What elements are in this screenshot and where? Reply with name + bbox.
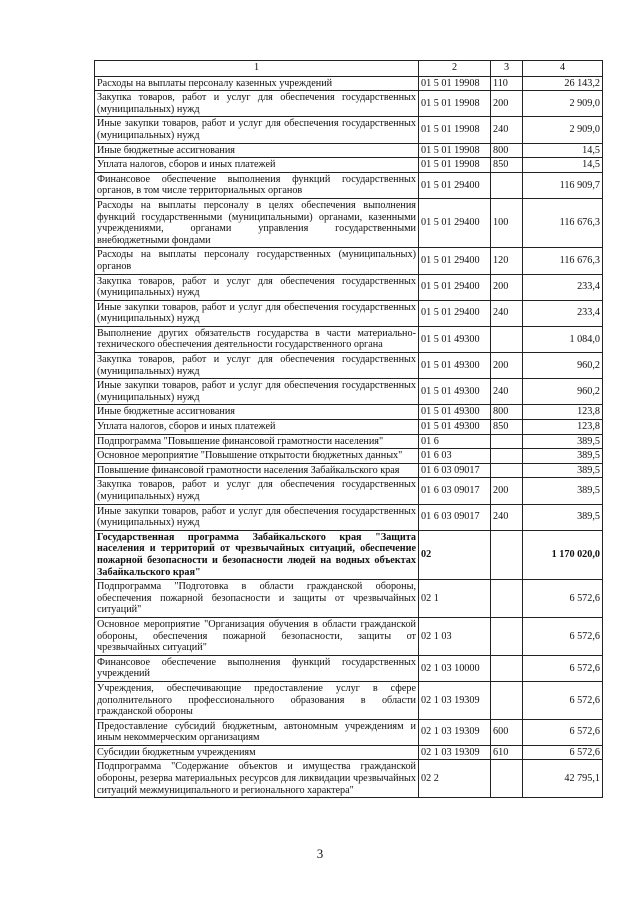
cell-code: 01 6 03 <box>419 449 491 464</box>
cell-name: Подпрограмма "Повышение финансовой грамотности населения" <box>95 434 419 449</box>
table-row <box>95 617 603 655</box>
cell-amount: 42 795,1 <box>523 760 603 798</box>
table-row <box>95 760 603 798</box>
cell-amount: 233,4 <box>523 300 603 326</box>
cell-code: 01 5 01 19908 <box>419 76 491 91</box>
cell-amount: 14,5 <box>523 158 603 173</box>
cell-code: 01 6 03 09017 <box>419 463 491 478</box>
cell-amount: 6 572,6 <box>523 580 603 618</box>
table-row <box>95 117 603 143</box>
cell-code: 02 1 03 10000 <box>419 655 491 681</box>
cell-code: 01 6 <box>419 434 491 449</box>
table-row <box>95 158 603 173</box>
cell-name: Иные закупки товаров, работ и услуг для обеспечения государственных (муниципальных) нужд <box>95 504 419 530</box>
cell-expense-type: 240 <box>491 379 523 405</box>
table-row <box>95 420 603 435</box>
cell-amount: 6 572,6 <box>523 681 603 719</box>
cell-name: Иные бюджетные ассигнования <box>95 405 419 420</box>
cell-code: 01 5 01 29400 <box>419 300 491 326</box>
header-col-type: 3 <box>491 61 523 77</box>
cell-name: Повышение финансовой грамотности населения Забайкальского края <box>95 463 419 478</box>
cell-expense-type <box>491 530 523 579</box>
table-row <box>95 478 603 504</box>
cell-code: 01 5 01 29400 <box>419 198 491 247</box>
cell-amount: 1 170 020,0 <box>523 530 603 579</box>
cell-code: 01 5 01 19908 <box>419 158 491 173</box>
cell-name: Подпрограмма "Содержание объектов и имущества гражданской обороны, резерва материальных ресурсов для ликвидации чрезвычайных ситуаций межмуниципального и регионального характера" <box>95 760 419 798</box>
cell-expense-type: 240 <box>491 117 523 143</box>
cell-code: 01 5 01 49300 <box>419 353 491 379</box>
header-col-name: 1 <box>95 61 419 77</box>
table-row <box>95 719 603 745</box>
table-row <box>95 449 603 464</box>
cell-name: Государственная программа Забайкальского края "Защита населения и территорий от чрезвычайных ситуаций, обеспечение пожарной безопасности и безопасности людей на водных объектах Забайкальского края" <box>95 530 419 579</box>
table-row <box>95 143 603 158</box>
cell-name: Иные закупки товаров, работ и услуг для обеспечения государственных (муниципальных) нужд <box>95 379 419 405</box>
cell-amount: 960,2 <box>523 379 603 405</box>
cell-expense-type <box>491 172 523 198</box>
cell-name: Иные закупки товаров, работ и услуг для обеспечения государственных (муниципальных) нужд <box>95 117 419 143</box>
cell-code: 01 5 01 29400 <box>419 274 491 300</box>
cell-amount: 960,2 <box>523 353 603 379</box>
cell-name: Закупка товаров, работ и услуг для обеспечения государственных (муниципальных) нужд <box>95 353 419 379</box>
table-row <box>95 326 603 352</box>
header-col-amount: 4 <box>523 61 603 77</box>
cell-amount: 6 572,6 <box>523 745 603 760</box>
cell-code: 02 <box>419 530 491 579</box>
cell-name: Расходы на выплаты персоналу казенных учреждений <box>95 76 419 91</box>
cell-name: Финансовое обеспечение выполнения функций государственных учреждений <box>95 655 419 681</box>
table-row <box>95 172 603 198</box>
cell-expense-type: 800 <box>491 405 523 420</box>
cell-amount: 389,5 <box>523 504 603 530</box>
cell-expense-type <box>491 580 523 618</box>
cell-code: 01 5 01 19908 <box>419 117 491 143</box>
table-row <box>95 745 603 760</box>
table-row <box>95 274 603 300</box>
cell-name: Основное мероприятие "Повышение открытости бюджетных данных" <box>95 449 419 464</box>
table-header <box>95 61 603 77</box>
cell-name: Основное мероприятие "Организация обучения в области гражданской обороны, обеспечения пожарной безопасности, защиты от чрезвычайных ситуаций" <box>95 617 419 655</box>
table-row <box>95 91 603 117</box>
table-body <box>95 76 603 798</box>
cell-code: 01 5 01 19908 <box>419 143 491 158</box>
cell-name: Закупка товаров, работ и услуг для обеспечения государственных (муниципальных) нужд <box>95 478 419 504</box>
cell-amount: 6 572,6 <box>523 655 603 681</box>
cell-expense-type: 120 <box>491 248 523 274</box>
cell-amount: 389,5 <box>523 463 603 478</box>
cell-code: 01 5 01 29400 <box>419 172 491 198</box>
table-row <box>95 405 603 420</box>
table-row <box>95 463 603 478</box>
cell-expense-type: 200 <box>491 478 523 504</box>
table-row <box>95 248 603 274</box>
cell-expense-type <box>491 617 523 655</box>
header-row <box>95 61 603 77</box>
cell-code: 01 5 01 49300 <box>419 420 491 435</box>
cell-code: 01 5 01 49300 <box>419 379 491 405</box>
cell-name: Учреждения, обеспечивающие предоставление услуг в сфере дополнительного профессионального образования в области гражданской обороны <box>95 681 419 719</box>
cell-name: Расходы на выплаты персоналу в целях обеспечения выполнения функций государственными (муниципальными) органами, казенными учреждениями, органами управления государственными внебюджетными фондами <box>95 198 419 247</box>
table-row <box>95 379 603 405</box>
table-row <box>95 530 603 579</box>
budget-table <box>94 60 603 798</box>
cell-name: Закупка товаров, работ и услуг для обеспечения государственных (муниципальных) нужд <box>95 91 419 117</box>
cell-amount: 123,8 <box>523 420 603 435</box>
cell-code: 01 5 01 29400 <box>419 248 491 274</box>
cell-amount: 2 909,0 <box>523 91 603 117</box>
table-row <box>95 434 603 449</box>
cell-expense-type <box>491 681 523 719</box>
cell-name: Закупка товаров, работ и услуг для обеспечения государственных (муниципальных) нужд <box>95 274 419 300</box>
cell-code: 02 1 03 19309 <box>419 745 491 760</box>
cell-expense-type: 850 <box>491 158 523 173</box>
table-row <box>95 198 603 247</box>
cell-name: Расходы на выплаты персоналу государственных (муниципальных) органов <box>95 248 419 274</box>
cell-name: Иные бюджетные ассигнования <box>95 143 419 158</box>
cell-expense-type <box>491 463 523 478</box>
cell-expense-type: 240 <box>491 504 523 530</box>
cell-amount: 116 676,3 <box>523 248 603 274</box>
header-col-code: 2 <box>419 61 491 77</box>
cell-expense-type: 200 <box>491 91 523 117</box>
cell-code: 01 5 01 49300 <box>419 326 491 352</box>
cell-expense-type: 200 <box>491 353 523 379</box>
cell-amount: 1 084,0 <box>523 326 603 352</box>
cell-code: 02 1 03 <box>419 617 491 655</box>
cell-name: Иные закупки товаров, работ и услуг для обеспечения государственных (муниципальных) нужд <box>95 300 419 326</box>
table-row <box>95 580 603 618</box>
cell-expense-type <box>491 449 523 464</box>
page-number: 3 <box>316 846 324 861</box>
table-row <box>95 504 603 530</box>
cell-expense-type <box>491 326 523 352</box>
cell-name: Финансовое обеспечение выполнения функций государственных органов, в том числе территориальных органов <box>95 172 419 198</box>
cell-expense-type <box>491 434 523 449</box>
cell-amount: 14,5 <box>523 143 603 158</box>
cell-code: 02 1 <box>419 580 491 618</box>
cell-code: 01 6 03 09017 <box>419 478 491 504</box>
table-row <box>95 353 603 379</box>
cell-name: Предоставление субсидий бюджетным, автономным учреждениям и иным некоммерческим организациям <box>95 719 419 745</box>
cell-amount: 116 909,7 <box>523 172 603 198</box>
cell-expense-type: 110 <box>491 76 523 91</box>
cell-expense-type: 850 <box>491 420 523 435</box>
cell-amount: 389,5 <box>523 449 603 464</box>
table-row <box>95 76 603 91</box>
table-row <box>95 655 603 681</box>
cell-amount: 6 572,6 <box>523 719 603 745</box>
cell-code: 02 1 03 19309 <box>419 719 491 745</box>
cell-expense-type: 200 <box>491 274 523 300</box>
cell-expense-type <box>491 760 523 798</box>
cell-amount: 26 143,2 <box>523 76 603 91</box>
cell-name: Уплата налогов, сборов и иных платежей <box>95 420 419 435</box>
cell-code: 01 5 01 49300 <box>419 405 491 420</box>
table-row <box>95 681 603 719</box>
cell-name: Субсидии бюджетным учреждениям <box>95 745 419 760</box>
cell-amount: 389,5 <box>523 434 603 449</box>
cell-code: 01 5 01 19908 <box>419 91 491 117</box>
budget-document <box>94 60 602 798</box>
cell-expense-type <box>491 655 523 681</box>
cell-expense-type: 100 <box>491 198 523 247</box>
cell-code: 02 2 <box>419 760 491 798</box>
cell-amount: 123,8 <box>523 405 603 420</box>
cell-amount: 389,5 <box>523 478 603 504</box>
table-row <box>95 300 603 326</box>
cell-name: Подпрограмма "Подготовка в области гражданской обороны, обеспечения пожарной безопасности и защиты от чрезвычайных ситуаций" <box>95 580 419 618</box>
cell-code: 01 6 03 09017 <box>419 504 491 530</box>
cell-expense-type: 800 <box>491 143 523 158</box>
cell-name: Уплата налогов, сборов и иных платежей <box>95 158 419 173</box>
cell-amount: 233,4 <box>523 274 603 300</box>
cell-expense-type: 240 <box>491 300 523 326</box>
cell-code: 02 1 03 19309 <box>419 681 491 719</box>
cell-expense-type: 600 <box>491 719 523 745</box>
cell-name: Выполнение других обязательств государства в части материально-технического обеспечения деятельности государственного органа <box>95 326 419 352</box>
cell-amount: 6 572,6 <box>523 617 603 655</box>
cell-amount: 2 909,0 <box>523 117 603 143</box>
cell-expense-type: 610 <box>491 745 523 760</box>
cell-amount: 116 676,3 <box>523 198 603 247</box>
